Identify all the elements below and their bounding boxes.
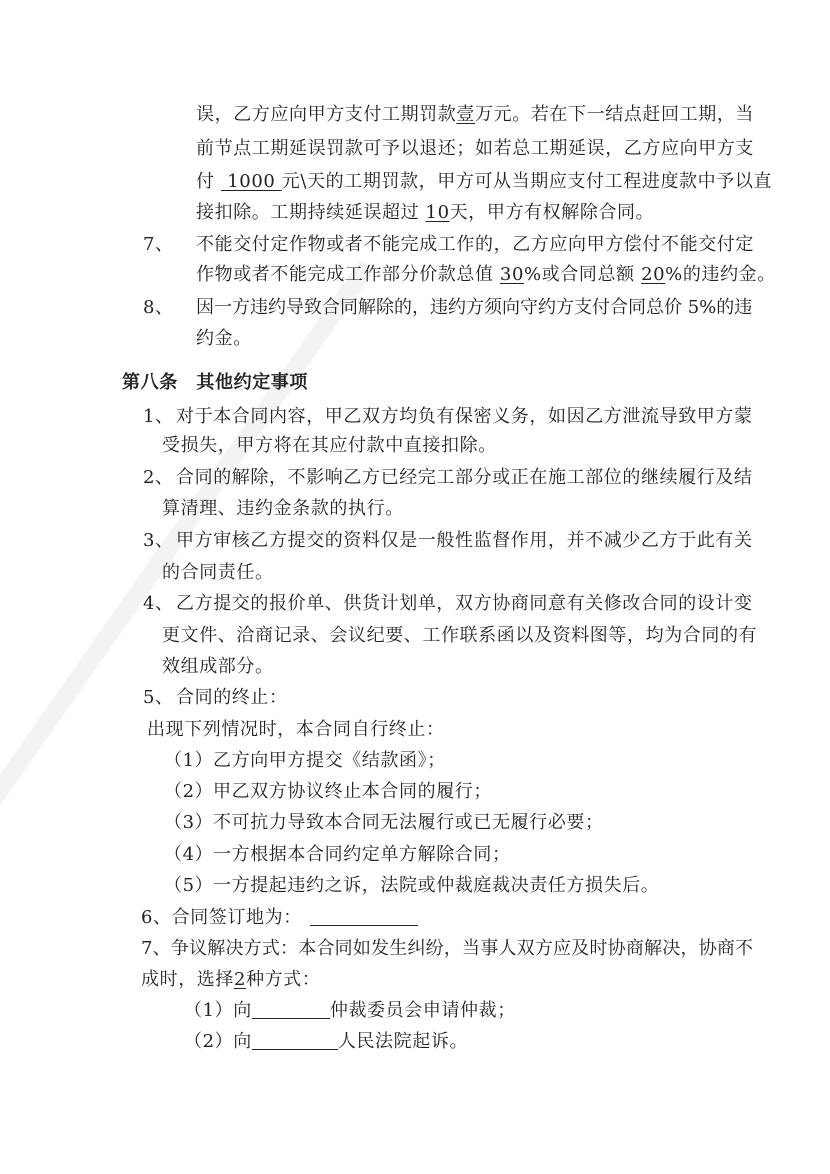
text-line: 对于本合同内容，甲乙双方均负有保密义务，如因乙方泄流导致甲方蒙 [176, 406, 753, 427]
sub-item-number: （3） [164, 812, 214, 833]
text: 种方式： [246, 969, 321, 990]
filled-value: 2 [234, 969, 247, 990]
text-line [141, 907, 418, 929]
text: 成时，选择 [141, 969, 234, 990]
text: 作物或者不能完成工作部分价款总值 [196, 264, 500, 285]
item-number: 8、 [143, 297, 174, 318]
filled-value: 20 [641, 264, 666, 285]
text: 人民法院起诉。 [337, 1031, 469, 1052]
text: （1）向 [184, 1000, 252, 1021]
sub-item-number: （4） [164, 844, 214, 865]
text: 接扣除。工期持续延误超过 [196, 202, 426, 223]
text: （2）向 [184, 1031, 252, 1052]
signing-place-blank[interactable] [310, 907, 418, 926]
text-line: 乙方提交的报价单、供货计划单，双方协商同意有关修改合同的设计变 [176, 593, 753, 614]
court-blank[interactable] [252, 1031, 338, 1050]
text-line: 前节点工期延误罚款可予以退还；如若总工期延误，乙方应向甲方支 [196, 138, 754, 159]
filled-value: 30 [499, 264, 525, 285]
item-number: 2、 [143, 467, 174, 488]
text-line: 效组成部分。 [162, 656, 274, 677]
text-line [184, 1000, 516, 1022]
item-number: 5、 [143, 687, 174, 708]
text-line: 甲乙双方协议终止本合同的履行； [213, 781, 492, 802]
text: 仲裁委员会申请仲裁； [329, 1000, 516, 1021]
text-line: 一方提起违约之诉，法院或仲裁庭裁决责任方损失后。 [213, 875, 660, 896]
text: %或合同总额 [524, 264, 642, 285]
filled-value: 壹 [456, 104, 476, 125]
text-line: 一方根据本合同约定单方解除合同； [213, 844, 511, 865]
text-line: 7、争议解决方式：本合同如发生纠纷，当事人双方应及时协商解决，协商不 [141, 938, 754, 959]
section-heading: 第八条 其他约定事项 [122, 372, 308, 393]
text: 万元。若在下一结点赶回工期，当 [475, 104, 755, 125]
text-line [184, 1031, 468, 1053]
text-line: 不能交付定作物或者不能完成工作的，乙方应向甲方偿付不能交付定 [196, 234, 754, 255]
text-line: 的合同责任。 [162, 562, 274, 583]
item-number: 4、 [143, 593, 174, 614]
item-number: 3、 [143, 530, 174, 551]
text-line [196, 202, 654, 224]
text-line: 更文件、洽商记录、会议纪要、工作联系函以及资料图等，均为合同的有 [162, 625, 758, 646]
text-line [196, 104, 754, 126]
sub-item-number: （2） [164, 781, 214, 802]
text-line [196, 264, 776, 286]
text-line [196, 171, 772, 193]
text-line: 因一方违约导致合同解除的，违约方须向守约方支付合同总价 5%的违 [196, 297, 753, 318]
text: %的违约金。 [665, 264, 776, 285]
text-line: 约金。 [196, 328, 252, 349]
text-line: 不可抗力导致本合同无法履行或已无履行必要； [213, 812, 604, 833]
text: 付 [196, 171, 221, 192]
sub-item-number: （1） [164, 750, 214, 771]
text-line: 乙方向甲方提交《结款函》； [213, 750, 446, 771]
text: 误，乙方应向甲方支付工期罚款 [196, 104, 457, 125]
text-line: 出现下列情况时，本合同自行终止： [147, 719, 445, 740]
text-line: 受损失，甲方将在其应付款中直接扣除。 [162, 435, 497, 456]
text: 天，甲方有权解除合同。 [449, 202, 655, 223]
item-number: 7、 [143, 234, 174, 255]
text-line [141, 969, 320, 991]
item-number: 1、 [143, 406, 174, 427]
filled-value: 10 [425, 202, 450, 223]
text-line: 合同的终止： [176, 687, 288, 708]
arbitration-blank[interactable] [252, 1000, 330, 1019]
filled-value: 1000 [220, 171, 282, 192]
text-line: 甲方审核乙方提交的资料仅是一般性监督作用，并不减少乙方于此有关 [176, 530, 753, 551]
text: 元\天的工期罚款，甲方可从当期应支付工程进度款中予以直 [281, 171, 773, 192]
text-line: 合同的解除，不影响乙方已经完工部分或正在施工部位的继续履行及结 [176, 467, 753, 488]
text-line: 算清理、违约金条款的执行。 [162, 498, 404, 519]
sub-item-number: （5） [164, 875, 214, 896]
text: 6、合同签订地为： [141, 907, 302, 928]
